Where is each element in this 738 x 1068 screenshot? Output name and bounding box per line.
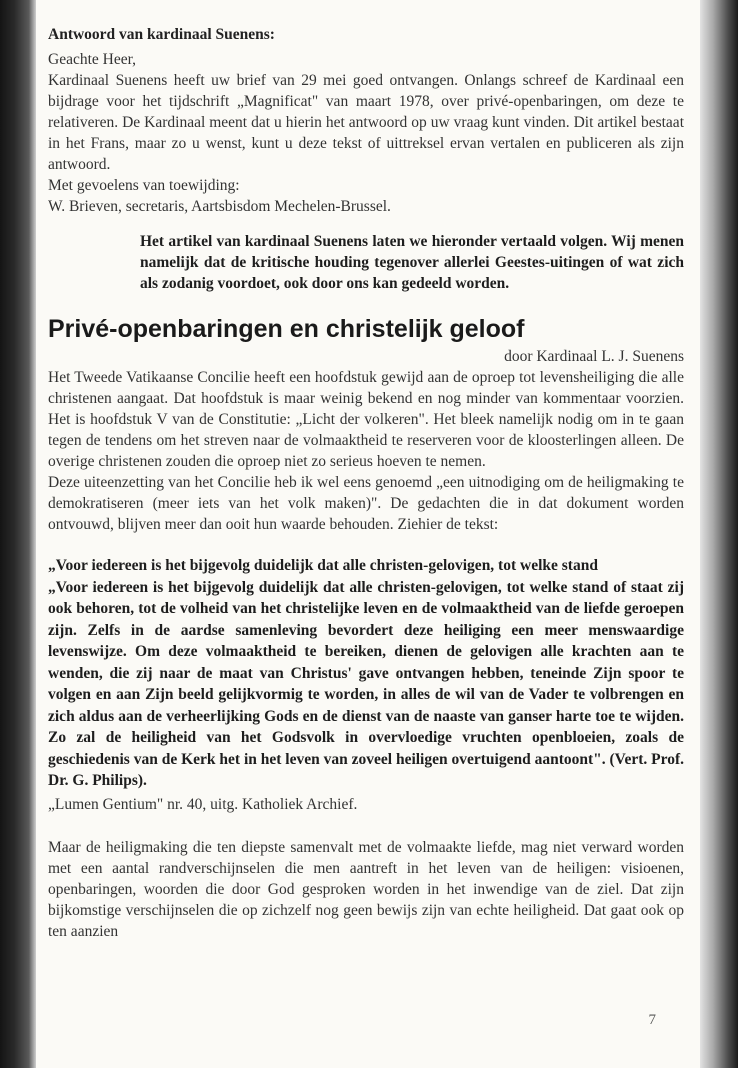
letter-closing: Met gevoelens van toewijding: bbox=[48, 177, 240, 194]
article-paragraph-1: Het Tweede Vatikaanse Concilie heeft een hoofdstuk gewijd aan de oproep tot levensheiliging die alle christenen aangaat. Dat hoofdstuk is maar weinig bekend en nog minder van kommentaar voorzien. Het is hoofdstuk V van de Constitutie: „Licht der volkeren". Het bleek namelijk nodig om in te gaan tegen de tendens om het streven naar de volmaaktheid te reserveren voor de kloosterlingen alleen. De overige christenen zouden die oproep niet zo serieus hoeven te nemen. bbox=[48, 369, 684, 470]
council-quote-block bbox=[48, 555, 684, 792]
response-heading: Antwoord van kardinaal Suenens: bbox=[48, 26, 275, 43]
article-paragraph-2: Deze uiteenzetting van het Concilie heb ik wel eens genoemd „een uitnodiging om de heiligmaking te demokratiseren (meer iets van het volk maken)". De gedachten die in dat dokument worden ontvouwd, blijven meer dan ooit hun waarde behouden. Ziehier de tekst: bbox=[48, 474, 684, 533]
quote-repeated-line: „Voor iedereen is het bijgevolg duidelijk dat alle christen-gelovigen, tot welke stand bbox=[48, 557, 598, 574]
council-quote: „Voor iedereen is het bijgevolg duidelijk dat alle christen-gelovigen, tot welke stand of staat zij ook behoren, tot de volheid van het christelijke leven en de volmaaktheid van de liefde geroepen zijn. Zelfs in de aardse samenleving bevordert deze heiliging een meer menswaardige levenswijze. Om deze volmaaktheid te bereiken, dienen de gelovigen alle krachten aan te wenden, die zij naar de maat van Christus' gave ontvangen hebben, teneinde Zijn spoor te volgen en aan Zijn beeld gelijkvormig te worden, in alles de wil van de Vader te volbrengen en zich aldus aan de verheerlijking Gods en de dienst van de naaste van ganser harte toe te wijden. Zo zal de heiligheid van het Godsvolk in overvloedige vruchten openbloeien, zoals de geschiedenis van de Kerk het in het leven van zoveel heiligen overtuigend aantoont". (Vert. Prof. Dr. G. Philips). bbox=[48, 578, 684, 789]
document-page bbox=[36, 0, 700, 1068]
book-binding-shadow bbox=[0, 0, 36, 1068]
quote-source: „Lumen Gentium" nr. 40, uitg. Katholiek Archief. bbox=[48, 795, 358, 813]
article-byline: door Kardinaal L. J. Suenens bbox=[504, 348, 684, 365]
page-content bbox=[48, 24, 684, 942]
letter-body: Kardinaal Suenens heeft uw brief van 29 mei goed ontvangen. Onlangs schreef de Kardinaal een bijdrage voor het tijdschrift „Magnificat" van maart 1978, over privé-openbaringen, om deze te relativeren. De Kardinaal meent dat u hierin het antwoord op uw vraag kunt vinden. Dit artikel bestaat in het Frans, maar zo u wenst, kunt u deze tekst of uittreksel ervan vertalen en publiceren als zijn antwoord. bbox=[48, 72, 684, 173]
salutation: Geachte Heer, bbox=[48, 51, 137, 68]
letter-signature: W. Brieven, secretaris, Aartsbisdom Mechelen-Brussel. bbox=[48, 198, 391, 215]
page-edge-shadow bbox=[700, 0, 738, 1068]
page-number: 7 bbox=[648, 1012, 656, 1028]
article-paragraph-3: Maar de heiligmaking die ten diepste samenvalt met de volmaakte liefde, mag niet verward worden met een aantal randverschijnselen die men aantreft in het leven van de heiligen: visioenen, openbaringen, woorden die door God gesproken worden in het inwendige van de ziel. Dat zijn bijkomstige verschijnselen die op zichzelf nog geen bewijs zijn van echte heiligheid. Dat gaat ook op ten aanzien bbox=[48, 838, 684, 940]
editor-note: Het artikel van kardinaal Suenens laten we hieronder vertaald volgen. Wij menen namelijk dat de kritische houding tegenover allerlei Geestes-uitingen of wat zich als zodanig voordoet, ook door ons kan gedeeld worden. bbox=[140, 233, 684, 292]
article-title: Privé-openbaringen en christelijk geloof bbox=[48, 315, 525, 343]
